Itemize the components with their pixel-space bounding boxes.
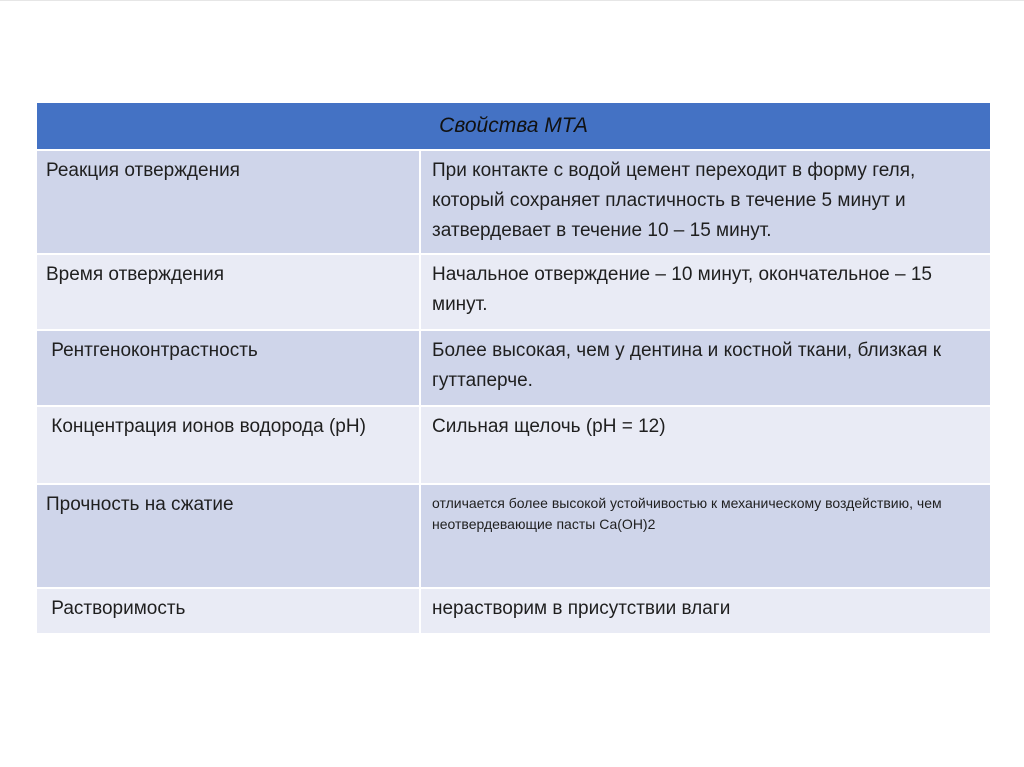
table-title: Свойства МТА [36,102,991,150]
property-cell: Прочность на сжатие [36,484,420,588]
table-row [36,330,991,406]
property-cell: Концентрация ионов водорода (рН) [36,406,420,484]
description-cell: нерастворим в присутствии влаги [420,588,991,634]
description-cell: отличается более высокой устойчивостью к механическому воздействию, чем неотвердевающие пасты Са(ОН)2 [420,484,991,588]
description-cell: Начальное отверждение – 10 минут, окончательное – 15 минут. [420,254,991,330]
description-cell: Более высокая, чем у дентина и костной ткани, близкая к гуттаперче. [420,330,991,406]
property-cell: Растворимость [36,588,420,634]
property-cell: Реакция отверждения [36,150,420,254]
table-row [36,254,991,330]
table-row [36,406,991,484]
table-row [36,484,991,588]
description-cell: При контакте с водой цемент переходит в форму геля, который сохраняет пластичность в течение 5 минут и затвердевает в течение 10 – 15 минут. [420,150,991,254]
top-divider [0,0,1024,1]
table-row [36,588,991,634]
property-cell: Время отверждения [36,254,420,330]
property-cell: Рентгеноконтрастность [36,330,420,406]
description-cell: Сильная щелочь (рН = 12) [420,406,991,484]
mta-properties-table [35,101,992,635]
table-row [36,150,991,254]
table-header-row [36,102,991,150]
